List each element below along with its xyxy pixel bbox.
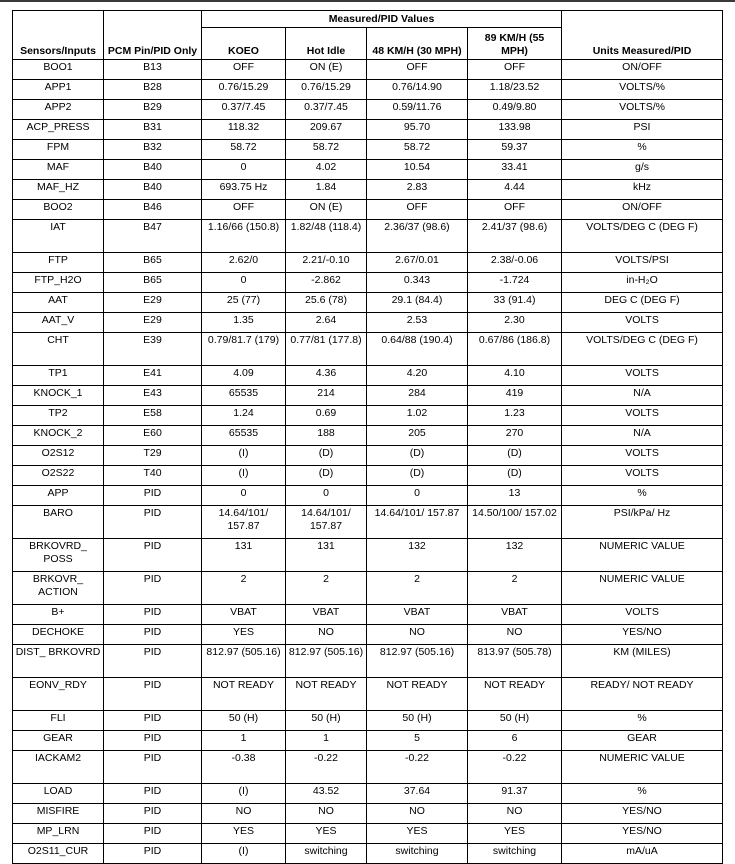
cell-hot-idle: VBAT <box>286 605 367 625</box>
cell-48kmh: 2.67/0.01 <box>367 253 468 273</box>
table-row <box>13 293 723 313</box>
table-row <box>13 220 723 253</box>
cell-89kmh: NO <box>468 804 562 824</box>
cell-48kmh: 812.97 (505.16) <box>367 645 468 678</box>
cell-units: GEAR <box>562 731 723 751</box>
cell-89kmh: 4.10 <box>468 366 562 386</box>
cell-units: YES/NO <box>562 824 723 844</box>
cell-hot-idle: 50 (H) <box>286 711 367 731</box>
table-row <box>13 844 723 864</box>
cell-48kmh: 50 (H) <box>367 711 468 731</box>
cell-hot-idle: 0.77/81 (177.8) <box>286 333 367 366</box>
cell-sensor: IAT <box>13 220 104 253</box>
cell-sensor: GEAR <box>13 731 104 751</box>
cell-48kmh: 37.64 <box>367 784 468 804</box>
col-header-koeo: KOEO <box>202 28 286 60</box>
table-row <box>13 100 723 120</box>
cell-48kmh: (D) <box>367 446 468 466</box>
cell-hot-idle: 2.64 <box>286 313 367 333</box>
cell-hot-idle: 209.67 <box>286 120 367 140</box>
cell-units: NUMERIC VALUE <box>562 751 723 784</box>
cell-koeo: 0 <box>202 273 286 293</box>
cell-pcm-pin: PID <box>104 486 202 506</box>
cell-koeo: 0.76/15.29 <box>202 80 286 100</box>
cell-48kmh: NO <box>367 804 468 824</box>
cell-48kmh: 58.72 <box>367 140 468 160</box>
cell-koeo: NO <box>202 804 286 824</box>
cell-hot-idle: 58.72 <box>286 140 367 160</box>
cell-89kmh: 133.98 <box>468 120 562 140</box>
cell-pcm-pin: E29 <box>104 293 202 313</box>
cell-sensor: BRKOVRD_ POSS <box>13 539 104 572</box>
cell-pcm-pin: E60 <box>104 426 202 446</box>
cell-hot-idle: switching <box>286 844 367 864</box>
cell-hot-idle: (D) <box>286 446 367 466</box>
cell-sensor: EONV_RDY <box>13 678 104 711</box>
cell-89kmh: 2.30 <box>468 313 562 333</box>
cell-koeo: (I) <box>202 784 286 804</box>
cell-units: NUMERIC VALUE <box>562 572 723 605</box>
col-header-hot-idle: Hot Idle <box>286 28 367 60</box>
cell-units: KM (MILES) <box>562 645 723 678</box>
cell-pcm-pin: PID <box>104 804 202 824</box>
cell-sensor: IACKAM2 <box>13 751 104 784</box>
cell-units: VOLTS/DEG C (DEG F) <box>562 220 723 253</box>
table-row <box>13 140 723 160</box>
header-row-group <box>13 11 723 28</box>
cell-koeo: 1 <box>202 731 286 751</box>
cell-pcm-pin: B31 <box>104 120 202 140</box>
table-row <box>13 466 723 486</box>
cell-hot-idle: 14.64/101/ 157.87 <box>286 506 367 539</box>
cell-sensor: MISFIRE <box>13 804 104 824</box>
cell-pcm-pin: B47 <box>104 220 202 253</box>
table-row <box>13 386 723 406</box>
cell-koeo: 2 <box>202 572 286 605</box>
cell-48kmh: 4.20 <box>367 366 468 386</box>
cell-89kmh: NO <box>468 625 562 645</box>
cell-89kmh: 33.41 <box>468 160 562 180</box>
cell-pcm-pin: PID <box>104 539 202 572</box>
table-row <box>13 313 723 333</box>
cell-89kmh: 1.23 <box>468 406 562 426</box>
cell-units: kHz <box>562 180 723 200</box>
cell-pcm-pin: PID <box>104 824 202 844</box>
cell-89kmh: 0.67/86 (186.8) <box>468 333 562 366</box>
cell-sensor: O2S12 <box>13 446 104 466</box>
cell-koeo: VBAT <box>202 605 286 625</box>
cell-89kmh: (D) <box>468 446 562 466</box>
cell-89kmh: YES <box>468 824 562 844</box>
table-row <box>13 645 723 678</box>
cell-89kmh: -0.22 <box>468 751 562 784</box>
cell-hot-idle: 2 <box>286 572 367 605</box>
cell-hot-idle: 0.69 <box>286 406 367 426</box>
cell-units: VOLTS/% <box>562 100 723 120</box>
cell-sensor: TP2 <box>13 406 104 426</box>
cell-89kmh: 50 (H) <box>468 711 562 731</box>
cell-hot-idle: 188 <box>286 426 367 446</box>
cell-koeo: YES <box>202 824 286 844</box>
cell-89kmh: NOT READY <box>468 678 562 711</box>
cell-89kmh: 2.41/37 (98.6) <box>468 220 562 253</box>
cell-48kmh: 5 <box>367 731 468 751</box>
table-row <box>13 625 723 645</box>
cell-koeo: (I) <box>202 466 286 486</box>
cell-sensor: BOO2 <box>13 200 104 220</box>
cell-pcm-pin: B40 <box>104 160 202 180</box>
cell-hot-idle: 1 <box>286 731 367 751</box>
cell-48kmh: 29.1 (84.4) <box>367 293 468 313</box>
cell-pcm-pin: E43 <box>104 386 202 406</box>
cell-hot-idle: 0.37/7.45 <box>286 100 367 120</box>
col-header-units: Units Measured/PID <box>562 11 723 60</box>
cell-units: VOLTS <box>562 446 723 466</box>
cell-pcm-pin: PID <box>104 711 202 731</box>
cell-hot-idle: (D) <box>286 466 367 486</box>
cell-sensor: O2S22 <box>13 466 104 486</box>
cell-sensor: APP1 <box>13 80 104 100</box>
cell-89kmh: 13 <box>468 486 562 506</box>
cell-89kmh: -1.724 <box>468 273 562 293</box>
cell-koeo: 50 (H) <box>202 711 286 731</box>
cell-48kmh: YES <box>367 824 468 844</box>
cell-units: % <box>562 784 723 804</box>
cell-89kmh: 91.37 <box>468 784 562 804</box>
cell-hot-idle: 43.52 <box>286 784 367 804</box>
cell-48kmh: OFF <box>367 60 468 80</box>
cell-pcm-pin: T40 <box>104 466 202 486</box>
cell-koeo: (I) <box>202 446 286 466</box>
cell-48kmh: 0.59/11.76 <box>367 100 468 120</box>
cell-48kmh: OFF <box>367 200 468 220</box>
cell-48kmh: 95.70 <box>367 120 468 140</box>
table-row <box>13 572 723 605</box>
table-row <box>13 486 723 506</box>
cell-hot-idle: NOT READY <box>286 678 367 711</box>
cell-pcm-pin: PID <box>104 572 202 605</box>
cell-pcm-pin: PID <box>104 506 202 539</box>
cell-units: VOLTS/PSI <box>562 253 723 273</box>
cell-pcm-pin: PID <box>104 645 202 678</box>
cell-koeo: 1.16/66 (150.8) <box>202 220 286 253</box>
cell-hot-idle: 1.84 <box>286 180 367 200</box>
cell-units: VOLTS/DEG C (DEG F) <box>562 333 723 366</box>
cell-pcm-pin: PID <box>104 625 202 645</box>
cell-pcm-pin: B65 <box>104 253 202 273</box>
cell-koeo: 0 <box>202 160 286 180</box>
cell-89kmh: 59.37 <box>468 140 562 160</box>
cell-pcm-pin: PID <box>104 731 202 751</box>
cell-sensor: KNOCK_2 <box>13 426 104 446</box>
cell-sensor: BARO <box>13 506 104 539</box>
cell-units: DEG C (DEG F) <box>562 293 723 313</box>
cell-koeo: YES <box>202 625 286 645</box>
table-row <box>13 751 723 784</box>
table-row <box>13 366 723 386</box>
cell-koeo: (I) <box>202 844 286 864</box>
cell-units: g/s <box>562 160 723 180</box>
cell-pcm-pin: PID <box>104 751 202 784</box>
cell-units: % <box>562 486 723 506</box>
cell-48kmh: switching <box>367 844 468 864</box>
cell-koeo: 4.09 <box>202 366 286 386</box>
table-row <box>13 678 723 711</box>
col-header-89kmh: 89 KM/H (55 MPH) <box>468 28 562 60</box>
table-row <box>13 426 723 446</box>
cell-sensor: AAT_V <box>13 313 104 333</box>
cell-48kmh: 205 <box>367 426 468 446</box>
cell-units: mA/uA <box>562 844 723 864</box>
cell-89kmh: 0.49/9.80 <box>468 100 562 120</box>
cell-hot-idle: 214 <box>286 386 367 406</box>
table-body <box>13 60 723 864</box>
cell-units: VOLTS/% <box>562 80 723 100</box>
col-header-sensors: Sensors/Inputs <box>13 11 104 60</box>
cell-48kmh: 2 <box>367 572 468 605</box>
cell-units: YES/NO <box>562 625 723 645</box>
cell-sensor: BRKOVR_ ACTION <box>13 572 104 605</box>
table-row <box>13 273 723 293</box>
cell-units: ON/OFF <box>562 60 723 80</box>
table-row <box>13 784 723 804</box>
cell-89kmh: OFF <box>468 60 562 80</box>
cell-sensor: FPM <box>13 140 104 160</box>
cell-koeo: 14.64/101/ 157.87 <box>202 506 286 539</box>
cell-koeo: 693.75 Hz <box>202 180 286 200</box>
cell-koeo: 0 <box>202 486 286 506</box>
cell-sensor: APP2 <box>13 100 104 120</box>
cell-pcm-pin: B13 <box>104 60 202 80</box>
cell-89kmh: 2.38/-0.06 <box>468 253 562 273</box>
cell-pcm-pin: B29 <box>104 100 202 120</box>
cell-units: VOLTS <box>562 605 723 625</box>
cell-sensor: BOO1 <box>13 60 104 80</box>
cell-sensor: MAF <box>13 160 104 180</box>
cell-koeo: 65535 <box>202 426 286 446</box>
cell-89kmh: 2 <box>468 572 562 605</box>
cell-sensor: CHT <box>13 333 104 366</box>
cell-sensor: MAF_HZ <box>13 180 104 200</box>
cell-48kmh: VBAT <box>367 605 468 625</box>
table-row <box>13 731 723 751</box>
table-row <box>13 200 723 220</box>
cell-89kmh: (D) <box>468 466 562 486</box>
table-row <box>13 180 723 200</box>
cell-hot-idle: 0 <box>286 486 367 506</box>
cell-koeo: 25 (77) <box>202 293 286 313</box>
table-row <box>13 406 723 426</box>
cell-koeo: 65535 <box>202 386 286 406</box>
cell-hot-idle: 25.6 (78) <box>286 293 367 313</box>
cell-koeo: 0.79/81.7 (179) <box>202 333 286 366</box>
cell-units: N/A <box>562 426 723 446</box>
cell-89kmh: 4.44 <box>468 180 562 200</box>
cell-hot-idle: ON (E) <box>286 200 367 220</box>
cell-pcm-pin: PID <box>104 784 202 804</box>
table-row <box>13 804 723 824</box>
cell-sensor: FTP_H2O <box>13 273 104 293</box>
cell-89kmh: 132 <box>468 539 562 572</box>
cell-pcm-pin: PID <box>104 844 202 864</box>
cell-48kmh: NO <box>367 625 468 645</box>
cell-sensor: KNOCK_1 <box>13 386 104 406</box>
table-row <box>13 824 723 844</box>
cell-48kmh: (D) <box>367 466 468 486</box>
table-row <box>13 711 723 731</box>
cell-units: NUMERIC VALUE <box>562 539 723 572</box>
cell-48kmh: 1.02 <box>367 406 468 426</box>
cell-48kmh: 2.83 <box>367 180 468 200</box>
cell-sensor: ACP_PRESS <box>13 120 104 140</box>
cell-89kmh: OFF <box>468 200 562 220</box>
cell-hot-idle: 131 <box>286 539 367 572</box>
cell-sensor: O2S11_CUR <box>13 844 104 864</box>
cell-koeo: OFF <box>202 60 286 80</box>
cell-sensor: DIST_ BRKOVRD <box>13 645 104 678</box>
cell-koeo: NOT READY <box>202 678 286 711</box>
table-row <box>13 120 723 140</box>
cell-pcm-pin: B32 <box>104 140 202 160</box>
cell-units: ON/OFF <box>562 200 723 220</box>
cell-89kmh: 1.18/23.52 <box>468 80 562 100</box>
cell-units: VOLTS <box>562 406 723 426</box>
table-row <box>13 253 723 273</box>
cell-89kmh: 270 <box>468 426 562 446</box>
cell-units: % <box>562 140 723 160</box>
cell-koeo: 2.62/0 <box>202 253 286 273</box>
cell-hot-idle: 2.21/-0.10 <box>286 253 367 273</box>
cell-pcm-pin: E39 <box>104 333 202 366</box>
cell-hot-idle: 812.97 (505.16) <box>286 645 367 678</box>
cell-48kmh: -0.22 <box>367 751 468 784</box>
pid-values-table <box>12 10 723 864</box>
cell-sensor: TP1 <box>13 366 104 386</box>
table-row <box>13 80 723 100</box>
cell-pcm-pin: B28 <box>104 80 202 100</box>
cell-koeo: 118.32 <box>202 120 286 140</box>
cell-48kmh: NOT READY <box>367 678 468 711</box>
cell-sensor: FLI <box>13 711 104 731</box>
cell-pcm-pin: B46 <box>104 200 202 220</box>
cell-hot-idle: YES <box>286 824 367 844</box>
cell-hot-idle: 4.02 <box>286 160 367 180</box>
col-header-group-measured: Measured/PID Values <box>202 11 562 28</box>
col-header-pcm-pin: PCM Pin/PID Only <box>104 11 202 60</box>
cell-48kmh: 2.36/37 (98.6) <box>367 220 468 253</box>
cell-48kmh: 0.76/14.90 <box>367 80 468 100</box>
cell-pcm-pin: E41 <box>104 366 202 386</box>
cell-89kmh: 6 <box>468 731 562 751</box>
cell-89kmh: switching <box>468 844 562 864</box>
cell-89kmh: 419 <box>468 386 562 406</box>
cell-89kmh: 14.50/100/ 157.02 <box>468 506 562 539</box>
cell-units: VOLTS <box>562 466 723 486</box>
cell-hot-idle: 0.76/15.29 <box>286 80 367 100</box>
table-row <box>13 506 723 539</box>
cell-sensor: APP <box>13 486 104 506</box>
cell-48kmh: 0 <box>367 486 468 506</box>
cell-sensor: B+ <box>13 605 104 625</box>
top-border-line <box>0 0 735 2</box>
cell-pcm-pin: T29 <box>104 446 202 466</box>
table-row <box>13 333 723 366</box>
cell-48kmh: 284 <box>367 386 468 406</box>
cell-units: READY/ NOT READY <box>562 678 723 711</box>
cell-48kmh: 0.64/88 (190.4) <box>367 333 468 366</box>
cell-hot-idle: 1.82/48 (118.4) <box>286 220 367 253</box>
cell-hot-idle: NO <box>286 625 367 645</box>
cell-koeo: -0.38 <box>202 751 286 784</box>
cell-48kmh: 14.64/101/ 157.87 <box>367 506 468 539</box>
cell-units: VOLTS <box>562 366 723 386</box>
cell-koeo: 131 <box>202 539 286 572</box>
cell-hot-idle: -2.862 <box>286 273 367 293</box>
table-row <box>13 60 723 80</box>
cell-sensor: DECHOKE <box>13 625 104 645</box>
cell-units: in-H₂O <box>562 273 723 293</box>
table-row <box>13 160 723 180</box>
cell-units: PSI/kPa/ Hz <box>562 506 723 539</box>
table-row <box>13 446 723 466</box>
cell-hot-idle: ON (E) <box>286 60 367 80</box>
cell-koeo: 812.97 (505.16) <box>202 645 286 678</box>
cell-sensor: AAT <box>13 293 104 313</box>
cell-pcm-pin: E29 <box>104 313 202 333</box>
cell-units: PSI <box>562 120 723 140</box>
cell-koeo: 1.35 <box>202 313 286 333</box>
cell-hot-idle: -0.22 <box>286 751 367 784</box>
cell-pcm-pin: PID <box>104 678 202 711</box>
cell-hot-idle: 4.36 <box>286 366 367 386</box>
cell-sensor: FTP <box>13 253 104 273</box>
cell-units: YES/NO <box>562 804 723 824</box>
table-row <box>13 605 723 625</box>
cell-pcm-pin: PID <box>104 605 202 625</box>
cell-89kmh: 813.97 (505.78) <box>468 645 562 678</box>
cell-89kmh: 33 (91.4) <box>468 293 562 313</box>
cell-48kmh: 10.54 <box>367 160 468 180</box>
cell-48kmh: 132 <box>367 539 468 572</box>
cell-koeo: OFF <box>202 200 286 220</box>
cell-koeo: 58.72 <box>202 140 286 160</box>
col-header-48kmh: 48 KM/H (30 MPH) <box>367 28 468 60</box>
cell-pcm-pin: B65 <box>104 273 202 293</box>
cell-sensor: MP_LRN <box>13 824 104 844</box>
cell-units: N/A <box>562 386 723 406</box>
cell-pcm-pin: E58 <box>104 406 202 426</box>
cell-units: % <box>562 711 723 731</box>
cell-koeo: 1.24 <box>202 406 286 426</box>
cell-units: VOLTS <box>562 313 723 333</box>
cell-48kmh: 2.53 <box>367 313 468 333</box>
table-row <box>13 539 723 572</box>
cell-48kmh: 0.343 <box>367 273 468 293</box>
cell-89kmh: VBAT <box>468 605 562 625</box>
cell-hot-idle: NO <box>286 804 367 824</box>
cell-sensor: LOAD <box>13 784 104 804</box>
cell-pcm-pin: B40 <box>104 180 202 200</box>
cell-koeo: 0.37/7.45 <box>202 100 286 120</box>
